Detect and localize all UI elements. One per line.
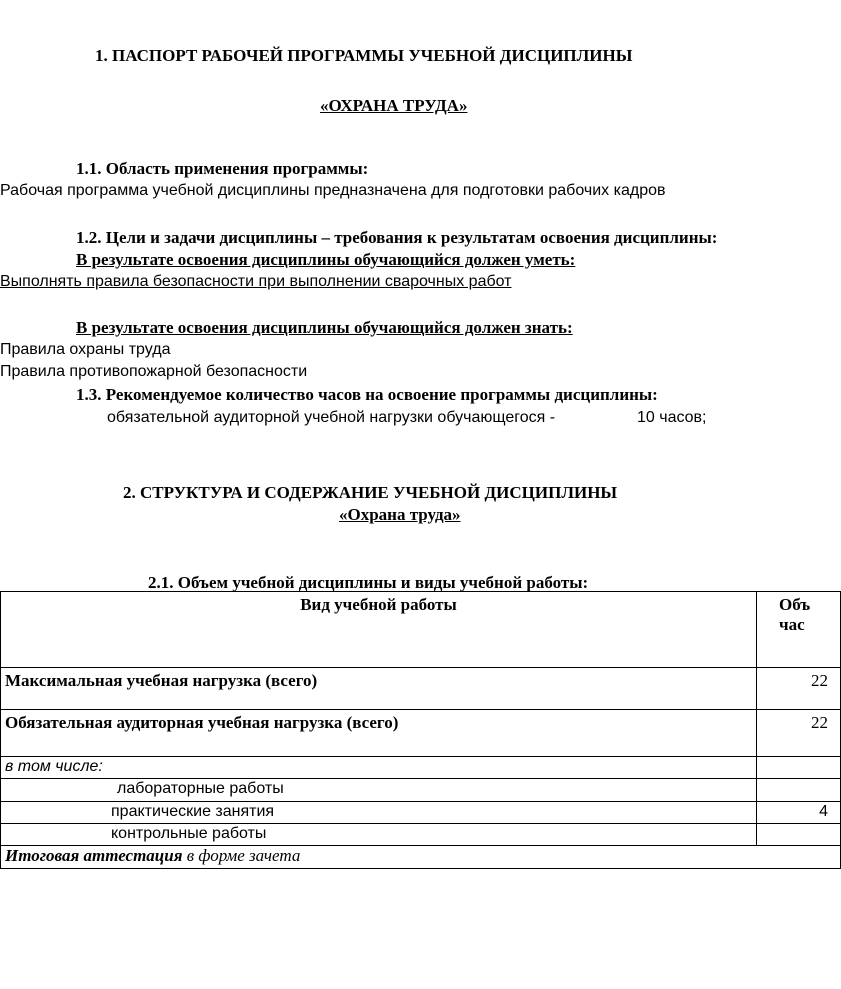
knowledge-item: Правила противопожарной безопасности: [0, 363, 308, 380]
section-2-1-title: 2.1. Объем учебной дисциплины и виды учебной работы:: [148, 573, 589, 592]
section2-discipline-title: «Охрана труда»: [339, 505, 461, 524]
row-value: [757, 757, 841, 779]
table-row: [1, 668, 841, 710]
row-label: лабораторные работы: [1, 779, 757, 802]
knowledge-label: В результате освоения дисциплины обучающийся должен знать:: [76, 318, 573, 337]
section-1-1-title: 1.1. Область применения программы:: [76, 159, 369, 178]
column-header-hours: Объ час: [757, 592, 841, 668]
section-1-3-title: 1.3. Рекомендуемое количество часов на освоение программы дисциплины:: [76, 385, 658, 404]
final-attestation: Итоговая аттестация в форме зачета: [1, 846, 841, 869]
row-value: [757, 824, 841, 846]
row-value: 22: [757, 668, 841, 710]
row-label: практические занятия: [1, 802, 757, 824]
column-header-type: Вид учебной работы: [1, 592, 757, 668]
knowledge-item: Правила охраны труда: [0, 341, 171, 358]
table-row: [1, 710, 841, 757]
row-value: 22: [757, 710, 841, 757]
table-row: [1, 824, 841, 846]
row-value: 4: [757, 802, 841, 824]
section1-heading: 1. ПАСПОРТ РАБОЧЕЙ ПРОГРАММЫ УЧЕБНОЙ ДИСЦИПЛИНЫ: [95, 46, 633, 65]
section2-heading: 2. СТРУКТУРА И СОДЕРЖАНИЕ УЧЕБНОЙ ДИСЦИПЛИНЫ: [123, 483, 618, 502]
row-label: Обязательная аудиторная учебная нагрузка (всего): [1, 710, 757, 757]
table-row: [1, 757, 841, 779]
table-header-row: [1, 592, 841, 668]
table-row-final: [1, 846, 841, 869]
section-1-1-text: Рабочая программа учебной дисциплины предназначена для подготовки рабочих кадров: [0, 182, 666, 199]
row-label: контрольные работы: [1, 824, 757, 846]
row-value: [757, 779, 841, 802]
row-label: в том числе:: [1, 757, 757, 779]
load-hours: 10 часов;: [637, 409, 707, 426]
section1-discipline-title: «ОХРАНА ТРУДА»: [320, 96, 468, 115]
table-row: [1, 802, 841, 824]
load-text: обязательной аудиторной учебной нагрузки обучающегося -: [107, 409, 556, 426]
section-1-2-title: 1.2. Цели и задачи дисциплины – требования к результатам освоения дисциплины:: [76, 228, 718, 247]
skill-item: Выполнять правила безопасности при выполнении сварочных работ: [0, 273, 512, 290]
workload-table: [0, 591, 841, 869]
table-row: [1, 779, 841, 802]
row-label: Максимальная учебная нагрузка (всего): [1, 668, 757, 710]
skills-label: В результате освоения дисциплины обучающийся должен уметь:: [76, 250, 576, 269]
